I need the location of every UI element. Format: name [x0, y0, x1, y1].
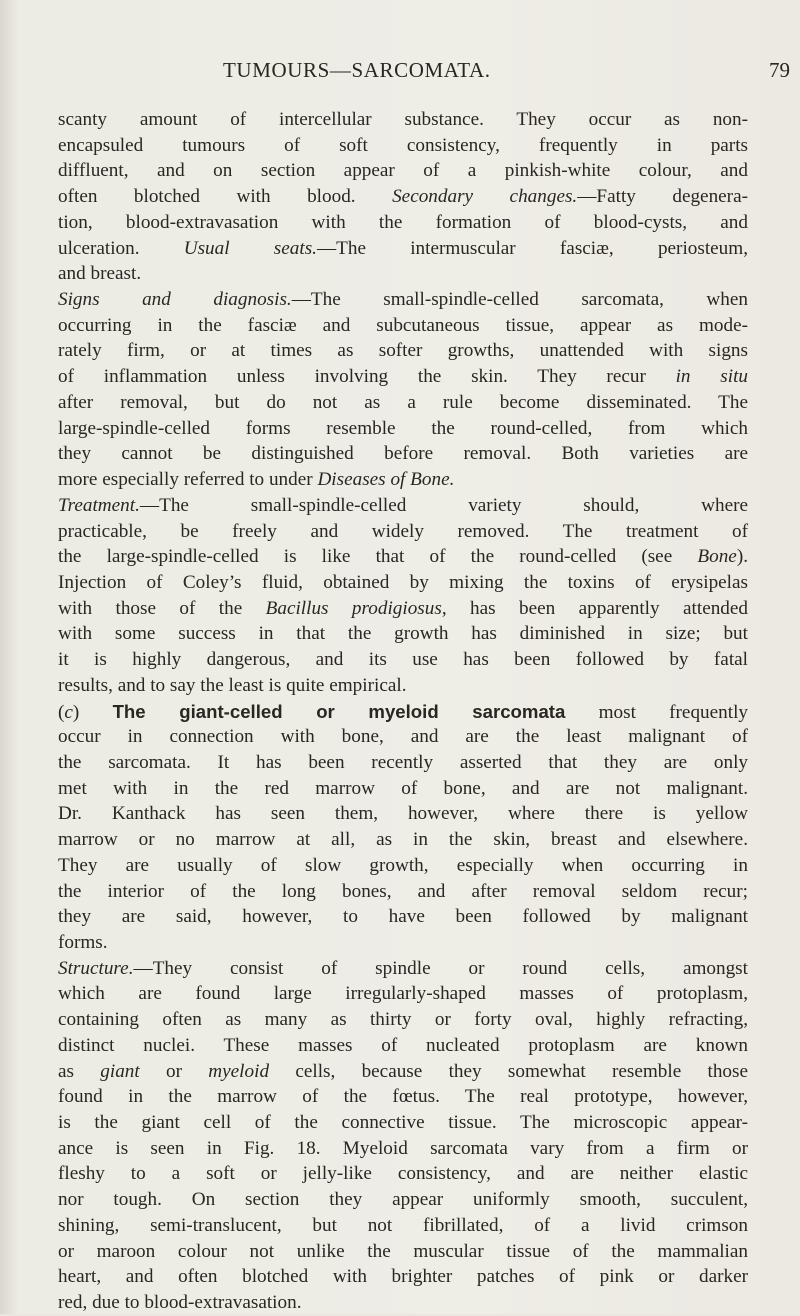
text-segment: more especially referred to under	[58, 469, 318, 491]
text-line	[58, 184, 748, 210]
paragraph	[58, 699, 748, 956]
text-line	[58, 956, 748, 982]
italic-text: Structure.	[58, 957, 134, 979]
text-line	[58, 1161, 748, 1187]
text-segment: or maroon colour not unlike the muscular tissue of the mammalian	[58, 1240, 748, 1262]
text-segment: distinct nuclei. These masses of nucleated protoplasm are known	[58, 1034, 748, 1056]
italic-text: c	[64, 701, 73, 723]
text-line	[58, 1084, 748, 1110]
text-line	[58, 570, 748, 596]
text-segment: met with in the red marrow of bone, and are not malignant.	[58, 777, 748, 799]
text-segment: forms.	[58, 932, 108, 953]
text-segment: —The small-spindle-celled sarcomata, when	[291, 289, 748, 311]
text-line	[58, 467, 748, 493]
paragraph	[58, 287, 748, 493]
text-segment: and breast.	[58, 263, 142, 285]
text-line	[58, 133, 748, 159]
text-segment: with those of the	[58, 597, 266, 619]
italic-text: myeloid	[208, 1060, 270, 1082]
text-segment: shining, semi-translucent, but not fibrillated, of a livid crimson	[58, 1214, 748, 1236]
text-line	[58, 1239, 748, 1265]
paragraph	[58, 493, 748, 699]
text-segment: as	[58, 1060, 101, 1082]
text-segment: )	[72, 701, 113, 723]
text-line	[58, 441, 748, 467]
running-head: TUMOURS—SARCOMATA.	[223, 58, 491, 82]
text-line	[58, 776, 748, 802]
bold-heading-text: The giant-celled or myeloid sarcomata	[112, 700, 566, 722]
text-line	[58, 519, 748, 545]
text-segment: containing often as many as thirty or forty oval, highly refracting,	[58, 1009, 748, 1031]
text-segment: cells, because they somewhat resemble those	[269, 1060, 749, 1082]
text-line	[58, 158, 748, 184]
text-segment: tion, blood-extravasation with the formation of blood-cysts, and	[58, 211, 748, 233]
text-segment: ance is seen in Fig. 18. Myeloid sarcomata vary from a firm or	[58, 1137, 748, 1159]
text-segment: , has been apparently attended	[441, 597, 749, 619]
text-segment: large-spindle-celled forms resemble the round-celled, from which	[58, 417, 748, 439]
text-line	[58, 210, 748, 236]
text-segment: —Fatty degenera-	[577, 186, 748, 208]
italic-text: Bone	[697, 546, 737, 568]
text-segment: or	[139, 1060, 209, 1082]
text-segment: red, due to blood-extravasation.	[58, 1292, 302, 1314]
text-segment: diffluent, and on section appear of a pinkish-white colour, and	[58, 160, 748, 182]
text-segment: which are found large irregularly-shaped masses of protoplasm,	[58, 983, 748, 1005]
text-segment: occurring in the fasciæ and subcutaneous tissue, appear as mode-	[58, 314, 748, 336]
text-line	[58, 1059, 748, 1085]
text-segment: rately firm, or at times as softer growths, unattended with signs	[58, 340, 748, 362]
text-line	[58, 1110, 748, 1136]
text-line	[58, 930, 748, 956]
text-segment: scanty amount of intercellular substance. They occur as non-	[58, 109, 748, 130]
text-line	[58, 1136, 748, 1162]
page-header	[60, 58, 796, 88]
text-segment: the sarcomata. It has been recently asserted that they are only	[58, 751, 748, 773]
text-segment: encapsuled tumours of soft consistency, frequently in parts	[58, 134, 748, 156]
italic-text: Bacillus prodigiosus	[265, 597, 442, 619]
text-line	[58, 390, 748, 416]
text-segment: they cannot be distinguished before removal. Both varieties are	[58, 443, 748, 465]
text-line	[58, 981, 748, 1007]
text-line	[58, 313, 748, 339]
text-segment: occur in connection with bone, and are the least malignant of	[58, 726, 748, 748]
paragraph	[58, 956, 748, 1316]
text-segment: —The intermuscular fasciæ, periosteum,	[316, 237, 748, 259]
text-segment: —They consist of spindle or round cells, amongst	[133, 957, 748, 979]
text-segment: ulceration.	[58, 237, 184, 259]
text-line	[58, 879, 748, 905]
text-line	[58, 1213, 748, 1239]
italic-text: Secondary changes.	[392, 186, 578, 208]
text-line	[58, 364, 748, 390]
text-segment: fleshy to a soft or jelly-like consistency, and are neither elastic	[58, 1163, 748, 1185]
body-text	[58, 107, 748, 1316]
text-line	[58, 1264, 748, 1290]
text-line	[58, 236, 748, 262]
italic-text: Diseases of Bone.	[317, 469, 455, 491]
text-line	[58, 287, 748, 313]
text-segment: They are usually of slow growth, especially when occurring in	[58, 854, 748, 876]
text-line	[58, 801, 748, 827]
text-segment: Dr. Kanthack has seen them, however, where there is yellow	[58, 803, 748, 825]
text-line	[58, 827, 748, 853]
text-segment: results, and to say the least is quite empirical.	[58, 674, 407, 696]
text-line	[58, 1007, 748, 1033]
text-line	[58, 493, 748, 519]
text-line	[58, 904, 748, 930]
text-segment: (	[58, 701, 65, 723]
text-segment: most frequently	[565, 701, 749, 723]
text-segment: the interior of the long bones, and after removal seldom recur;	[58, 880, 748, 902]
text-segment: is the giant cell of the connective tissue. The microscopic appear-	[58, 1112, 748, 1134]
text-line	[58, 673, 748, 699]
italic-text: Treatment.	[58, 494, 140, 516]
text-segment: they are said, however, to have been followed by malignant	[58, 906, 748, 928]
text-line	[58, 261, 748, 287]
text-line	[58, 1033, 748, 1059]
text-segment: nor tough. On section they appear uniformly smooth, succulent,	[58, 1189, 748, 1211]
italic-text: Signs and diagnosis.	[58, 289, 292, 311]
text-line	[58, 699, 748, 725]
text-segment: found in the marrow of the fœtus. The real prototype, however,	[58, 1086, 748, 1108]
text-line	[58, 853, 748, 879]
page-number: 79	[769, 58, 790, 82]
text-segment: often blotched with blood.	[58, 186, 393, 208]
text-line	[58, 724, 748, 750]
text-line	[58, 544, 748, 570]
italic-text: in situ	[675, 366, 748, 388]
text-line	[58, 107, 748, 133]
text-segment: of inflammation unless involving the skin. They recur	[58, 366, 676, 388]
text-line	[58, 1290, 748, 1316]
text-segment: it is highly dangerous, and its use has been followed by fatal	[58, 649, 748, 671]
text-line	[58, 750, 748, 776]
text-segment: Injection of Coley’s fluid, obtained by mixing the toxins of erysipelas	[58, 571, 748, 593]
italic-text: giant	[100, 1060, 140, 1082]
text-line	[58, 1187, 748, 1213]
text-segment: marrow or no marrow at all, as in the skin, breast and elsewhere.	[58, 829, 748, 851]
text-segment: —The small-spindle-celled variety should, where	[139, 494, 748, 516]
text-line	[58, 621, 748, 647]
text-line	[58, 596, 748, 622]
italic-text: Usual seats.	[183, 237, 317, 259]
text-segment: practicable, be freely and widely removed. The treatment of	[58, 520, 748, 542]
text-line	[58, 416, 748, 442]
paragraph	[58, 107, 748, 287]
text-segment: ).	[736, 546, 748, 568]
text-segment: heart, and often blotched with brighter patches of pink or darker	[58, 1266, 748, 1288]
text-segment: with some success in that the growth has diminished in size; but	[58, 623, 748, 645]
text-line	[58, 647, 748, 673]
text-line	[58, 338, 748, 364]
text-segment: the large-spindle-celled is like that of the round-celled (see	[58, 546, 698, 568]
text-segment: after removal, but do not as a rule become disseminated. The	[58, 391, 748, 413]
